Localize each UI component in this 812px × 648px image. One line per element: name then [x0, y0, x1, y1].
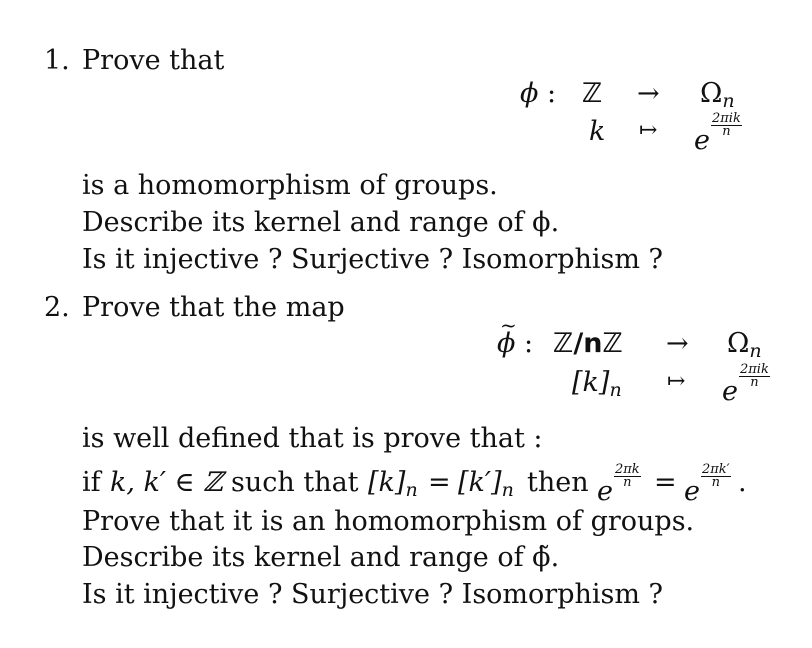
problem-2-number: 2.: [44, 292, 70, 323]
problem-1-intro: Prove that: [82, 45, 225, 76]
p1-line-2: Describe its kernel and range of ϕ.: [82, 207, 560, 238]
p2-rhs: $[k']_n$: [458, 467, 514, 501]
p1-line-3: Is it injective ? Surjective ? Isomorphism ?: [82, 244, 664, 275]
p2-such-that: such that: [231, 467, 359, 498]
p2-line-4: Is it injective ? Surjective ? Isomorphism ?: [82, 579, 664, 610]
problem-2-intro: Prove that the map: [82, 292, 345, 323]
p2-period: .: [738, 467, 747, 498]
p1-exponential: e $\frac{\text{2πik}}{n}$: [694, 111, 741, 156]
p2-line-2: Prove that it is an homomorphism of groups.: [82, 506, 695, 537]
p1-arrow: →: [637, 78, 660, 109]
p2-exponential: e $\frac{\text{2πik}}{n}$: [722, 362, 769, 407]
p2-line-1: is well defined that is prove that :: [82, 423, 543, 454]
p2-equals-2: =: [654, 467, 677, 498]
p1-domain: ℤ: [582, 78, 603, 109]
p2-colon: :: [524, 328, 534, 359]
p1-element: k: [589, 116, 606, 147]
p2-codomain: $\Omega_n$: [727, 328, 762, 362]
p2-mapsto: ↦: [667, 369, 686, 394]
p2-line-3: Describe its kernel and range of ϕ̃.: [82, 542, 560, 573]
p1-phi: ϕ: [520, 78, 539, 109]
p2-lhs: $[k]_n$: [368, 467, 418, 501]
p2-exp-left: e $\frac{2\pi k}{n}$: [597, 462, 640, 507]
p1-codomain: $\Omega_n$: [700, 78, 735, 112]
p2-exp-right: e $\frac{2\pi k'}{n}$: [684, 462, 730, 507]
p2-if: if: [82, 467, 101, 498]
p1-mapsto: ↦: [639, 118, 658, 143]
p2-vars: k, k′ ∈ ℤ: [110, 467, 223, 498]
p2-equals: =: [428, 467, 451, 498]
p2-then: then: [527, 467, 589, 498]
p2-phi-tilde: ~ ϕ: [497, 330, 515, 357]
p1-colon: :: [547, 78, 557, 109]
p1-line-1: is a homomorphism of groups.: [82, 170, 498, 201]
p2-element: $[k]_n$: [572, 367, 622, 401]
p2-domain: ℤ/nℤ: [553, 328, 623, 359]
p2-arrow: →: [666, 328, 689, 359]
problem-1-number: 1.: [44, 45, 70, 76]
